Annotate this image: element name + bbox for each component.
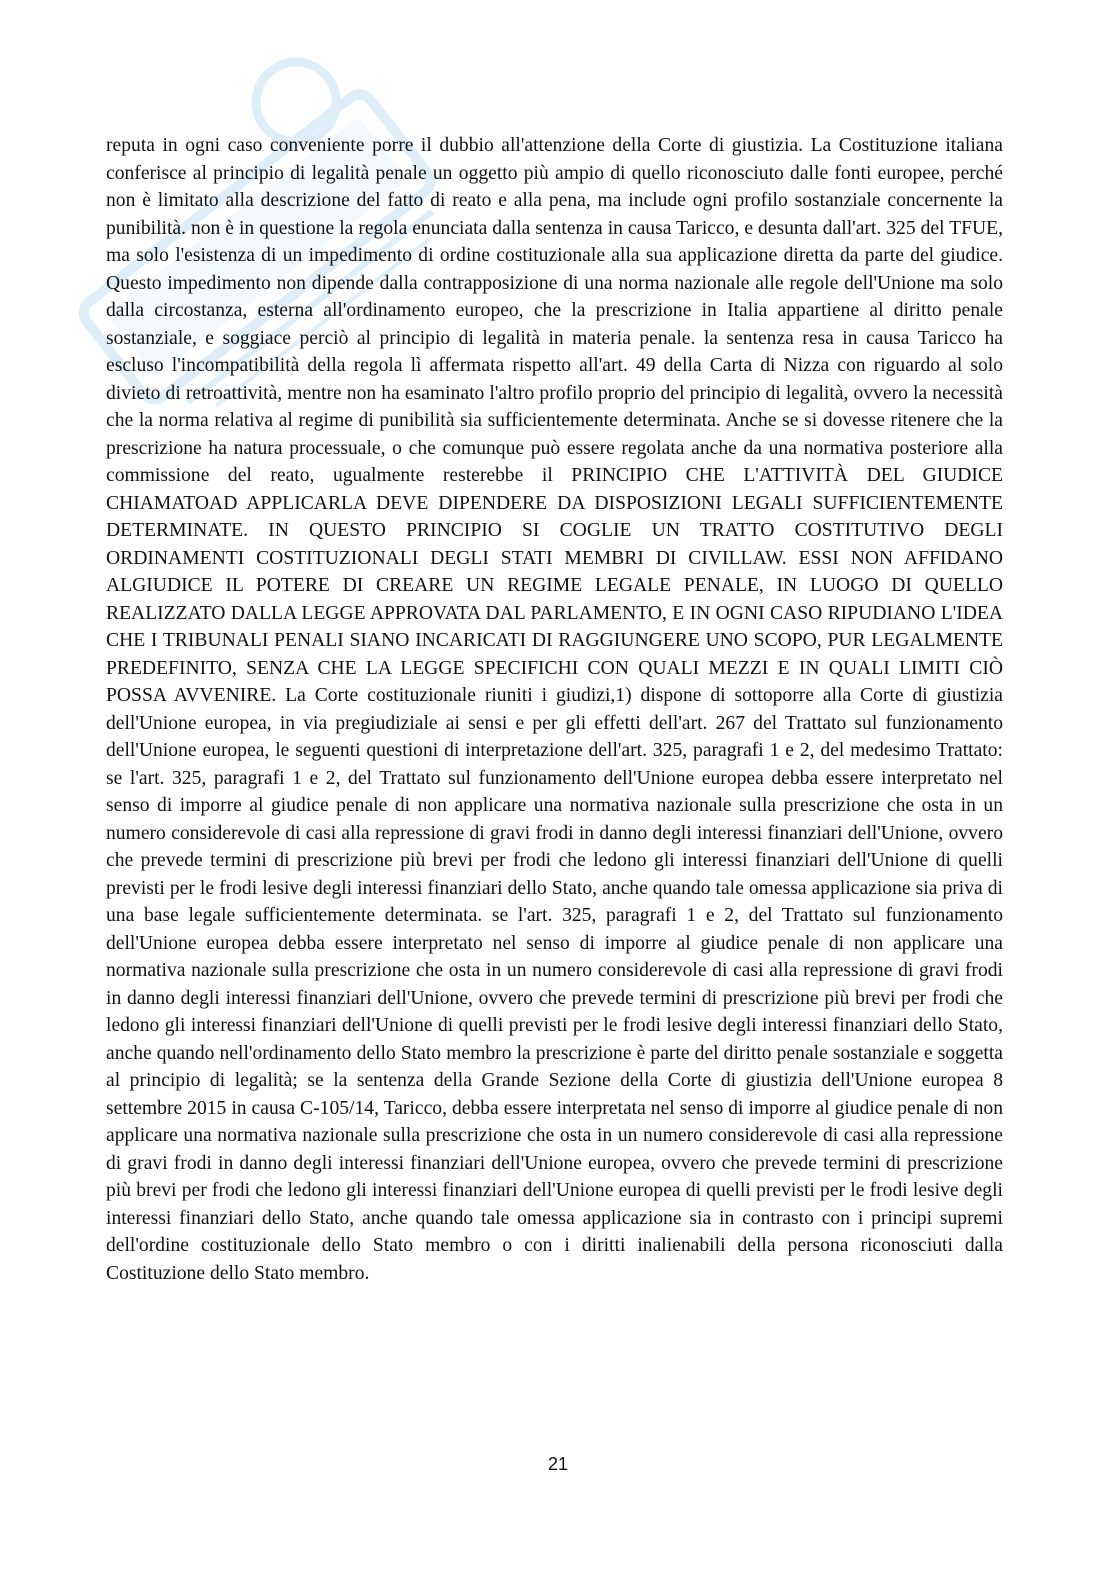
page-number: 21: [547, 1454, 569, 1474]
body-paragraph: reputa in ogni caso conveniente porre il dubbio all'attenzione della Corte di giustizia. La Costituzione italiana conferisce al principio di legalità penale un oggetto più ampio di quello riconosciuto dalle fonti europee, perché non è limitato alla descrizione del fatto di reato e alla pena, ma include ogni profilo sostanziale concernente la punibilità. non è in questione la regola enunciata dalla sentenza in causa Taricco, e desunta dall'art. 325 del TFUE, ma solo l'esistenza di un impedimento di ordine costituzionale alla sua applicazione diretta da parte del giudice. Questo impedimento non dipende dalla contrapposizione di una norma nazionale alle regole dell'Unione ma solo dalla circostanza, esterna all'ordinamento europeo, che la prescrizione in Italia appartiene al diritto penale sostanziale, e soggiace perciò al principio di legalità in materia penale. la sentenza resa in causa Taricco ha escluso l'incompatibilità della regola lì affermata rispetto all'art. 49 della Carta di Nizza con riguardo al solo divieto di retroattività, mentre non ha esaminato l'altro profilo proprio del principio di legalità, ovvero la necessità che la norma relativa al regime di punibilità sia sufficientemente determinata. Anche se si dovesse ritenere che la prescrizione ha natura processuale, o che comunque può essere regolata anche da una normativa posteriore alla commissione del reato, ugualmente resterebbe il PRINCIPIO CHE L'ATTIVITÀ DEL GIUDICE CHIAMATOAD APPLICARLA DEVE DIPENDERE DA DISPOSIZIONI LEGALI SUFFICIENTEMENTE DETERMINATE. IN QUESTO PRINCIPIO SI COGLIE UN TRATTO COSTITUTIVO DEGLI ORDINAMENTI COSTITUZIONALI DEGLI STATI MEMBRI DI CIVILLAW. ESSI NON AFFIDANO ALGIUDICE IL POTERE DI CREARE UN REGIME LEGALE PENALE, IN LUOGO DI QUELLO REALIZZATO DALLA LEGGE APPROVATA DAL PARLAMENTO, E IN OGNI CASO RIPUDIANO L'IDEA CHE I TRIBUNALI PENALI SIANO INCARICATI DI RAGGIUNGERE UNO SCOPO, PUR LEGALMENTE PREDEFINITO, SENZA CHE LA LEGGE SPECIFICHI CON QUALI MEZZI E IN QUALI LIMITI CIÒ POSSA AVVENIRE. La Corte costituzionale riuniti i giudizi,1) dispone di sottoporre alla Corte di giustizia dell'Unione europea, in via pregiudiziale ai sensi e per gli effetti dell'art. 267 del Trattato sul funzionamento dell'Unione europea, le seguenti questioni di interpretazione dell'art. 325, paragrafi 1 e 2, del medesimo Trattato: se l'art. 325, paragrafi 1 e 2, del Trattato sul funzionamento dell'Unione europea debba essere interpretato nel senso di imporre al giudice penale di non applicare una normativa nazionale sulla prescrizione che osta in un numero considerevole di casi alla repressione di gravi frodi in danno degli interessi finanziari dell'Unione, ovvero che prevede termini di prescrizione più brevi per frodi che ledono gli interessi finanziari dell'Unione di quelli previsti per le frodi lesive degli interessi finanziari dello Stato, anche quando tale omessa applicazione sia priva di una base legale sufficientemente determinata. se l'art. 325, paragrafi 1 e 2, del Trattato sul funzionamento dell'Unione europea debba essere interpretato nel senso di imporre al giudice penale di non applicare una normativa nazionale sulla prescrizione che osta in un numero considerevole di casi alla repressione di gravi frodi in danno degli interessi finanziari dell'Unione, ovvero che prevede termini di prescrizione più brevi per frodi che ledono gli interessi finanziari dell'Unione di quelli previsti per le frodi lesive degli interessi finanziari dello Stato, anche quando nell'ordinamento dello Stato membro la prescrizione è parte del diritto penale sostanziale e soggetta al principio di legalità; se la sentenza della Grande Sezione della Corte di giustizia dell'Unione europea 8 settembre 2015 in causa C-105/14, Taricco, debba essere interpretata nel senso di imporre al giudice penale di non applicare una normativa nazionale sulla prescrizione che osta in un numero considerevole di casi alla repressione di gravi frodi in danno degli interessi finanziari dell'Unione europea, ovvero che prevede termini di prescrizione più brevi per frodi che ledono gli interessi finanziari dell'Unione europea di quelli previsti per le frodi lesive degli interessi finanziari dello Stato, anche quando tale omessa applicazione sia in contrasto con i principi supremi dell'ordine costituzionale dello Stato membro o con i diritti inalienabili della persona riconosciuti dalla Costituzione dello Stato membro.: [106, 135, 1003, 1284]
